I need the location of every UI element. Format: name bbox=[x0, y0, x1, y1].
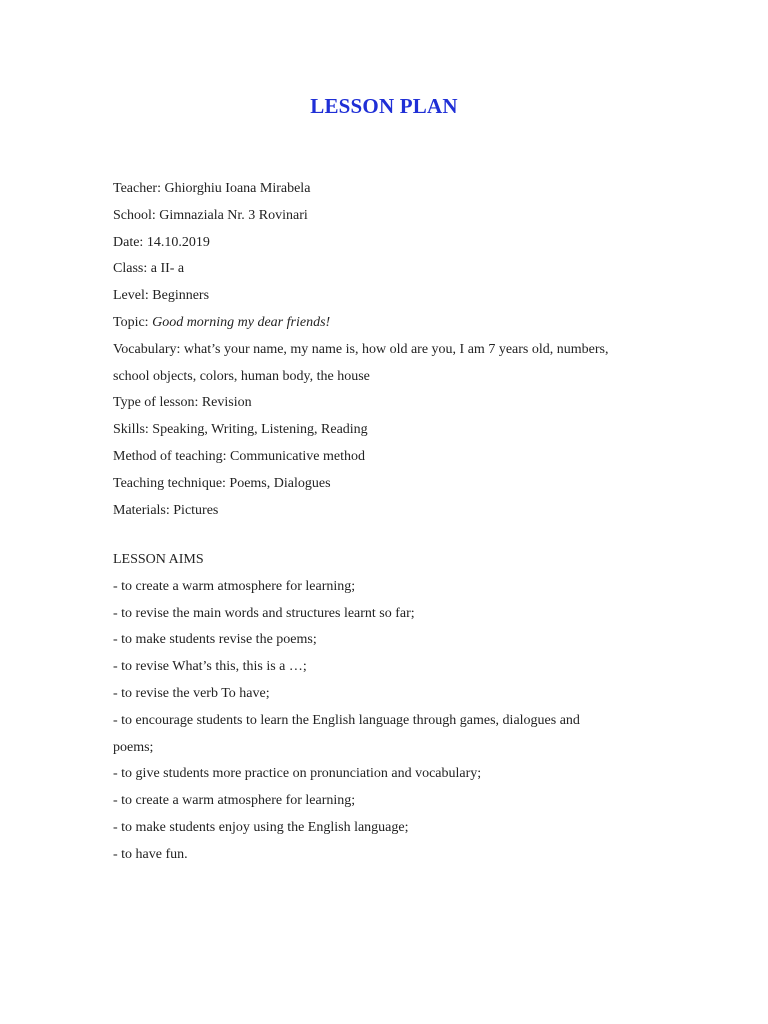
lesson-aims-list bbox=[113, 574, 673, 869]
vocabulary-label: Vocabulary: bbox=[113, 341, 184, 357]
lesson-aims-heading: LESSON AIMS bbox=[113, 552, 204, 567]
method-value: Communicative method bbox=[230, 448, 365, 464]
skills-label: Skills: bbox=[113, 422, 153, 438]
vocabulary-value: what’s your name, my name is, how old are you, I am 7 years old, numbers, bbox=[183, 341, 609, 357]
level-label: Level: bbox=[113, 288, 153, 304]
skills-line bbox=[113, 417, 673, 444]
aim-item: - to revise the verb To have; bbox=[113, 685, 270, 701]
technique-line bbox=[113, 471, 673, 498]
aim-item: - to revise the main words and structures learnt so far; bbox=[113, 605, 415, 621]
teacher-line bbox=[113, 176, 673, 203]
date-label: Date: bbox=[113, 234, 147, 250]
topic-line bbox=[113, 310, 673, 337]
class-label: Class: bbox=[113, 261, 151, 277]
vocabulary-line-2 bbox=[113, 364, 673, 391]
teacher-value: Ghiorghiu Ioana Mirabela bbox=[164, 181, 311, 196]
vocabulary-value-continued: school objects, colors, human body, the house bbox=[113, 368, 370, 384]
page-title: LESSON PLAN bbox=[310, 94, 458, 118]
lesson-aims-section bbox=[113, 547, 673, 869]
school-label: School: bbox=[113, 207, 160, 223]
date-value: 14.10.2019 bbox=[146, 234, 210, 250]
materials-label: Materials: bbox=[113, 502, 174, 518]
aim-item: - to make students revise the poems; bbox=[113, 632, 317, 648]
method-label: Method of teaching: bbox=[113, 448, 231, 464]
school-value: Gimnaziala Nr. 3 Rovinari bbox=[159, 207, 308, 223]
aim-item: - to revise What’s this, this is a …; bbox=[113, 659, 307, 675]
aim-item: - to make students enjoy using the English language; bbox=[113, 819, 409, 835]
lesson-info bbox=[113, 176, 673, 524]
aim-item: - to have fun. bbox=[113, 846, 188, 862]
aim-item: - to create a warm atmosphere for learning; bbox=[113, 793, 356, 809]
level-line bbox=[113, 283, 673, 310]
teacher-label: Teacher: bbox=[113, 181, 165, 196]
aim-item: - to encourage students to learn the English language through games, dialogues and bbox=[113, 712, 580, 728]
materials-line bbox=[113, 498, 673, 525]
aim-item: - to create a warm atmosphere for learning; bbox=[113, 578, 356, 594]
technique-label: Teaching technique: bbox=[113, 475, 230, 491]
school-line bbox=[113, 203, 673, 230]
type-label: Type of lesson: bbox=[113, 395, 202, 411]
aim-item: - to give students more practice on pronunciation and vocabulary; bbox=[113, 766, 482, 782]
aim-item: poems; bbox=[113, 739, 154, 755]
technique-value: Poems, Dialogues bbox=[229, 475, 331, 491]
level-value: Beginners bbox=[152, 288, 210, 304]
skills-value: Speaking, Writing, Listening, Reading bbox=[152, 422, 368, 438]
topic-value: Good morning my dear friends! bbox=[152, 314, 331, 330]
type-value: Revision bbox=[201, 395, 252, 411]
class-value: a II- a bbox=[150, 261, 185, 277]
type-line bbox=[113, 390, 673, 417]
class-line bbox=[113, 256, 673, 283]
vocabulary-line bbox=[113, 337, 673, 364]
topic-label: Topic: bbox=[113, 314, 153, 330]
date-line bbox=[113, 230, 673, 257]
method-line bbox=[113, 444, 673, 471]
materials-value: Pictures bbox=[173, 502, 219, 518]
